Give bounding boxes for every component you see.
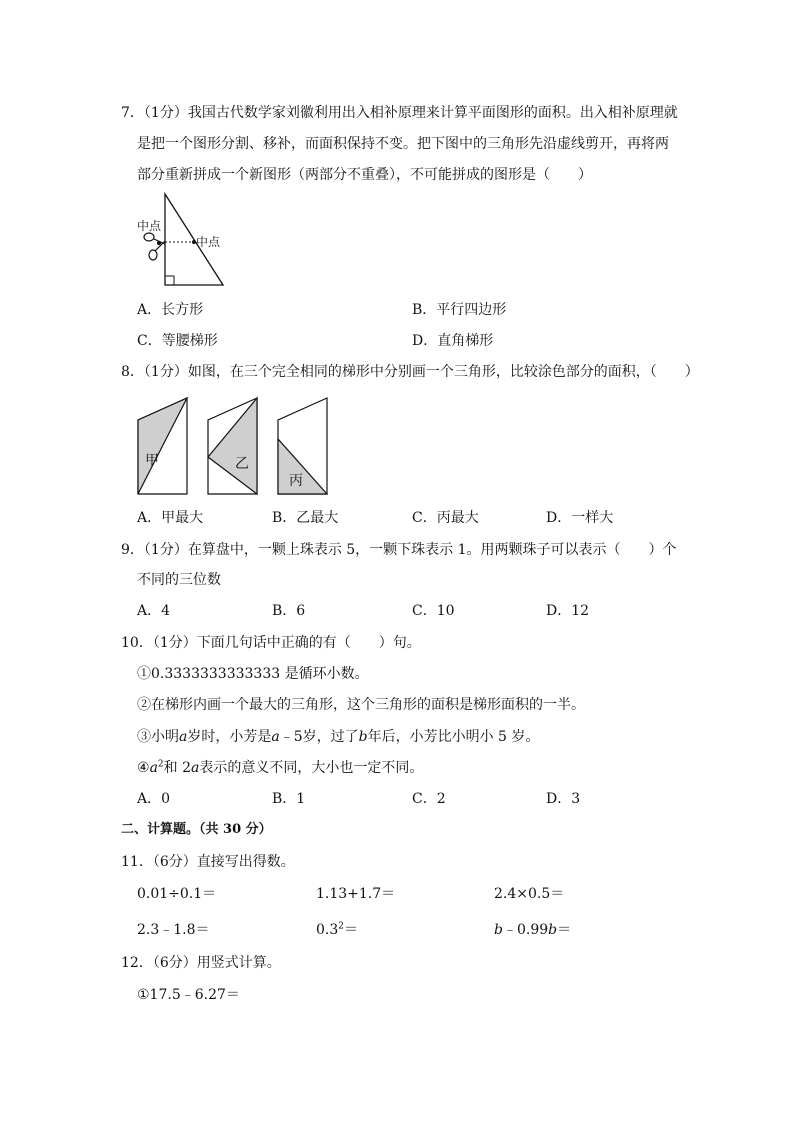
q7-fig-label-left: 中点 xyxy=(137,219,162,233)
q12-line1: 12．（6分）用竖式计算。 xyxy=(121,955,281,971)
q11-expr-5: $0.3^2=$ xyxy=(316,921,358,938)
q9-option-b[interactable]: B．6 xyxy=(272,603,306,619)
q7-option-d[interactable]: D．直角梯形 xyxy=(412,333,494,349)
q11-expr-1: 0.01÷0.1＝ xyxy=(137,886,217,902)
q9-option-a[interactable]: A．4 xyxy=(137,603,171,619)
q8-label-jia: 甲 xyxy=(145,453,159,469)
q7-line1: 7．（1分）我国古代数学家刘徽利用出入相补原理来计算平面图形的面积。出入相补原理就 xyxy=(121,105,678,121)
q8-option-b[interactable]: B．乙最大 xyxy=(272,510,339,526)
q10-statement-2: ②在梯形内画一个最大的三角形，这个三角形的面积是梯形面积的一半。 xyxy=(137,697,585,713)
q10-statement-1: ①0.3333333333333 是循环小数。 xyxy=(137,666,369,682)
q9-option-d[interactable]: D．12 xyxy=(546,603,590,619)
q10-option-d[interactable]: D．3 xyxy=(546,791,581,807)
scissors-icon xyxy=(144,233,165,260)
q8-option-c[interactable]: C．丙最大 xyxy=(412,510,479,526)
q11-expr-2: 1.13+1.7＝ xyxy=(316,886,396,902)
q10-option-a[interactable]: A．0 xyxy=(137,791,171,807)
q8-option-d[interactable]: D．一样大 xyxy=(546,510,614,526)
q8-label-yi: 乙 xyxy=(235,456,249,472)
q8-option-a[interactable]: A．甲最大 xyxy=(137,510,204,526)
q10-option-c[interactable]: C．2 xyxy=(412,791,446,807)
q11-expr-6: b﹣0.99b＝ xyxy=(494,922,572,938)
q10-statement-4: $④a^2$和 2a表示的意义不同，大小也一定不同。 xyxy=(137,759,424,776)
q10-option-b[interactable]: B．1 xyxy=(272,791,306,807)
q7-option-a[interactable]: A．长方形 xyxy=(137,302,204,318)
q8-line1: 8．（1分）如图，在三个完全相同的梯形中分别画一个三角形，比较涂色部分的面积，（ ） xyxy=(121,364,699,380)
q7-line2: 是把一个图形分割、移补，而面积保持不变。把下图中的三角形先沿虚线剪开，再将两 xyxy=(137,136,669,152)
q7-option-b[interactable]: B．平行四边形 xyxy=(412,302,507,318)
q9-line2: 不同的三位数 xyxy=(137,572,221,588)
section-title: 二、计算题。（共 30 分） xyxy=(121,822,272,837)
q12-subproblem-1: ①17.5﹣6.27＝ xyxy=(137,987,240,1003)
q9-line1: 9．（1分）在算盘中，一颗上珠表示 5，一颗下珠表示 1。用两颗珠子可以表示（ ）个 xyxy=(121,542,677,558)
q10-statement-3: ③小明a岁时，小芳是a﹣5岁，过了b年后，小芳比小明小 5 岁。 xyxy=(137,729,540,745)
q7-option-c[interactable]: C．等腰梯形 xyxy=(137,333,218,349)
q7-fig-label-right: 中点 xyxy=(196,235,221,249)
q7-line3: 部分重新拼成一个新图形（两部分不重叠），不可能拼成的图形是（ ） xyxy=(137,167,592,183)
q11-expr-3: 2.4×0.5＝ xyxy=(494,886,565,902)
q9-option-c[interactable]: C．10 xyxy=(412,603,455,619)
q10-line1: 10．（1分）下面几句话中正确的有（ ）句。 xyxy=(121,635,421,651)
q8-label-bing: 丙 xyxy=(289,473,303,489)
q8-trapezoid-figures xyxy=(135,395,335,495)
q11-expr-4: 2.3﹣1.8＝ xyxy=(137,922,210,938)
q11-line1: 11．（6分）直接写出得数。 xyxy=(121,854,295,870)
